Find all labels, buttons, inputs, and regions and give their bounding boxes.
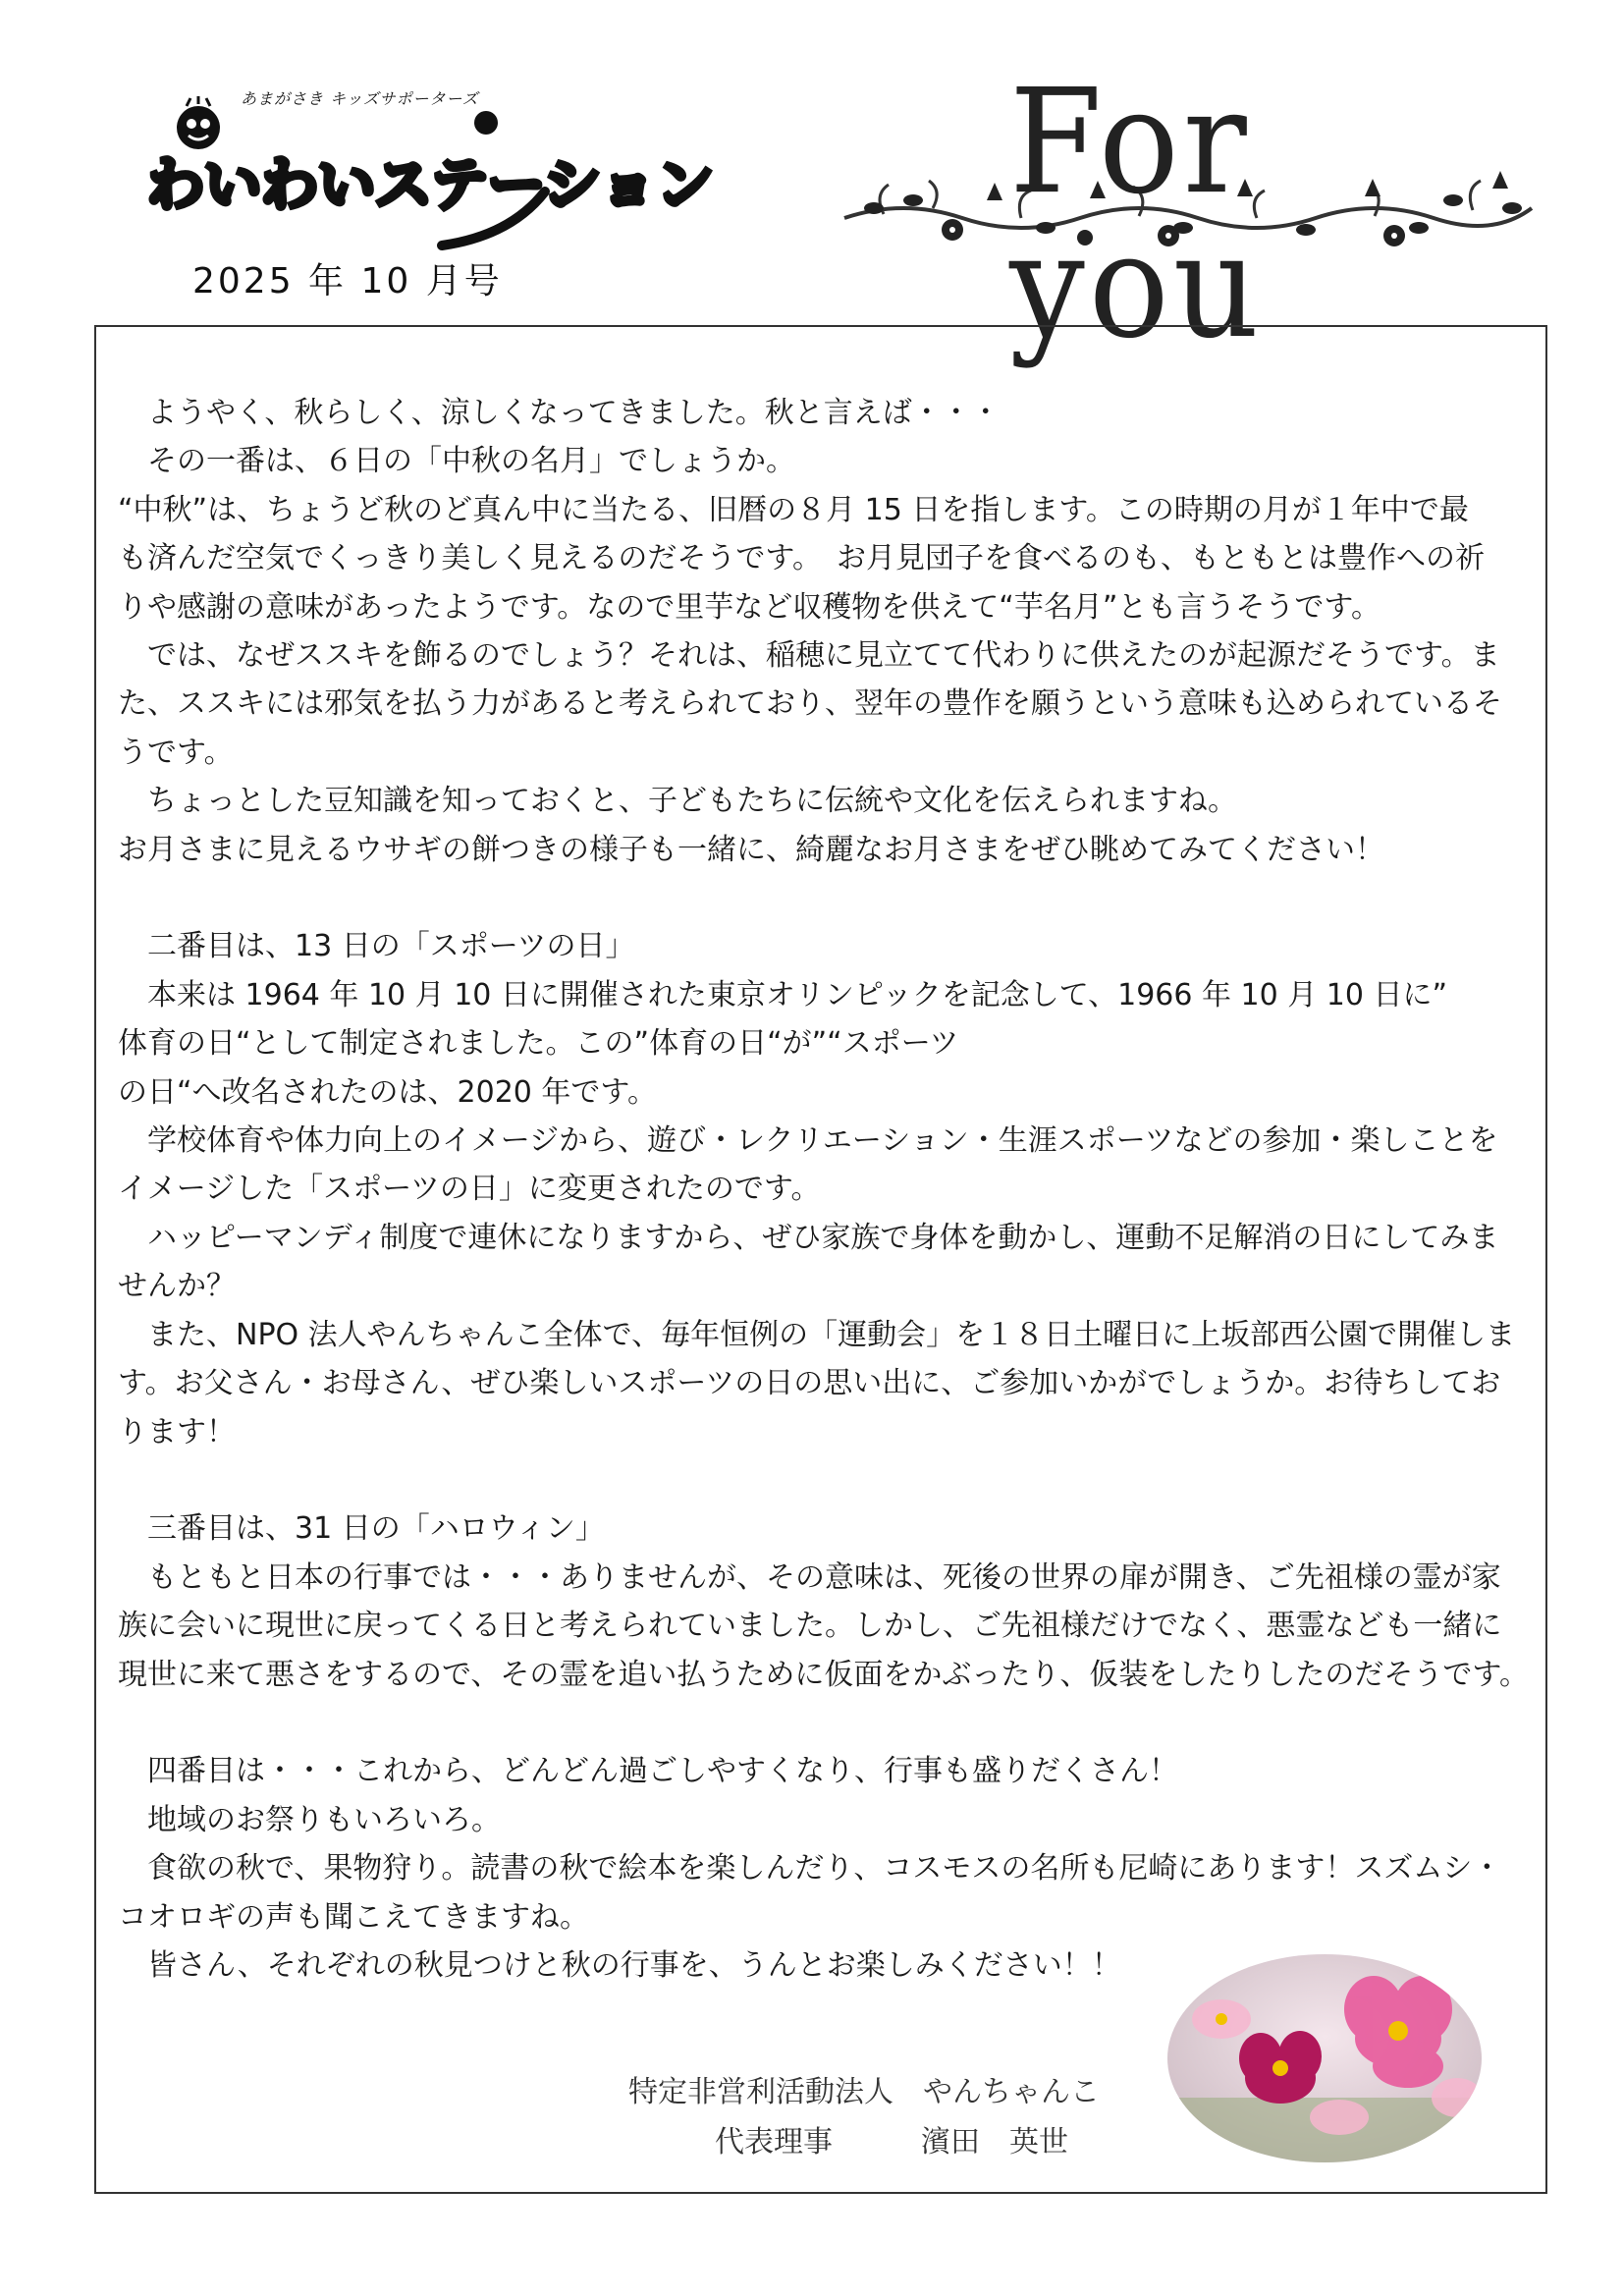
body-line: ハッピーマンディ制度で連休になりますから、ぜひ家族で身体を動かし、運動不足解消の日にしてみま	[147, 1220, 1499, 1255]
body-line: 現世に来て悪さをするので、その霊を追い払うために仮面をかぶったり、仮装をしたりしたのだそうです。	[118, 1657, 1529, 1692]
article-body	[118, 389, 1532, 1990]
signature-representative: 代表理事 濱田 英世	[715, 2125, 1068, 2159]
logo	[147, 81, 714, 247]
blank-line	[118, 1699, 1532, 1747]
body-line: ようやく、秋らしく、涼しくなってきました。秋と言えば・・・	[147, 396, 1001, 430]
body-line: もともと日本の行事では・・・ありませんが、その意味は、死後の世界の扉が開き、ご先祖様の霊が家	[147, 1559, 1501, 1595]
body-line: の日“へ改名されたのは、2020 年です。	[118, 1074, 658, 1110]
body-line: ちょっとした豆知識を知っておくと、子どもたちに伝統や文化を伝えられますね。	[147, 784, 1237, 819]
body-line: “中秋”は、ちょうど秋のど真ん中に当たる、旧暦の８月 15 日を指します。この時期の月が１年中で最	[118, 492, 1469, 527]
body-line: りや感謝の意味があったようです。なので里芋など収穫物を供えて“芋名月”とも言うそうです。	[118, 589, 1380, 625]
logo-mark	[147, 98, 714, 246]
body-line: も済んだ空気でくっきり美しく見えるのだそうです。 お月見団子を食べるのも、もともとは豊作への祈	[118, 541, 1485, 576]
logo-title: わいわいステーション	[147, 151, 714, 218]
body-line: す。お父さん・お母さん、ぜひ楽しいスポーツの日の思い出に、ご参加いかがでしょうか。お待ちしてお	[118, 1366, 1501, 1401]
body-line: うです。	[118, 735, 234, 770]
body-line: せんか？	[118, 1269, 236, 1304]
body-line: その一番は、６日の「中秋の名月」でしょうか。	[147, 444, 795, 479]
for-you-title: For you	[1009, 59, 1264, 371]
issue-date: 2025 年 10 月号	[192, 261, 503, 301]
for-you-banner	[844, 59, 1532, 371]
body-line: イメージした「スポーツの日」に変更されたのです。	[118, 1172, 821, 1207]
body-line: 体育の日“として制定されました。この”体育の日“が”“スポーツ	[118, 1026, 959, 1062]
body-line: 四番目は・・・これから、どんどん過ごしやすくなり、行事も盛りだくさん！	[147, 1754, 1178, 1789]
cosmos-flower-photo	[1163, 1950, 1487, 2166]
body-line: 族に会いに現世に戻ってくる日と考えられていました。しかし、ご先祖様だけでなく、悪霊なども一緒に	[118, 1609, 1502, 1644]
body-line: 学校体育や体力向上のイメージから、遊び・レクリエーション・生涯スポーツなどの参加・楽しことを	[147, 1123, 1498, 1159]
body-line: コオロギの声も聞こえてきますね。	[118, 1899, 589, 1935]
body-line: た、ススキには邪気を払う力があると考えられており、翌年の豊作を願うという意味も込められているそ	[118, 686, 1502, 722]
body-line: 地域のお祭りもいろいろ。	[147, 1802, 501, 1837]
body-line: また、NPO 法人やんちゃんこ全体で、毎年恒例の「運動会」を１８日土曜日に上坂部西公園で開催しま	[147, 1317, 1516, 1352]
body-line: 本来は 1964 年 10 月 10 日に開催された東京オリンピックを記念して、1966 年 10 月 10 日に”	[147, 977, 1448, 1012]
body-line: 三番目は、31 日の「ハロウィン」	[147, 1511, 605, 1547]
body-line: では、なぜススキを飾るのでしょう？それは、稲穂に見立てて代わりに供えたのが起源だそうです。ま	[147, 638, 1500, 674]
body-line: 皆さん、それぞれの秋見つけと秋の行事を、うんとお楽しみください！！	[147, 1947, 1121, 1983]
body-line: 食欲の秋で、果物狩り。読書の秋で絵本を楽しんだり、コスモスの名所も尼崎にあります！スズムシ・	[147, 1851, 1502, 1886]
blank-line	[118, 874, 1532, 922]
signature-organization: 特定非営利活動法人 やんちゃんこ	[628, 2075, 1100, 2109]
body-line: 二番目は、13 日の「スポーツの日」	[147, 929, 635, 964]
body-line: ります！	[118, 1414, 236, 1449]
logo-tagline: あまがさき キッズサポーターズ	[241, 89, 479, 108]
blank-line	[118, 1456, 1532, 1504]
body-line: お月さまに見えるウサギの餅つきの様子も一緒に、綺麗なお月さまをぜひ眺めてみてください！	[118, 832, 1384, 867]
